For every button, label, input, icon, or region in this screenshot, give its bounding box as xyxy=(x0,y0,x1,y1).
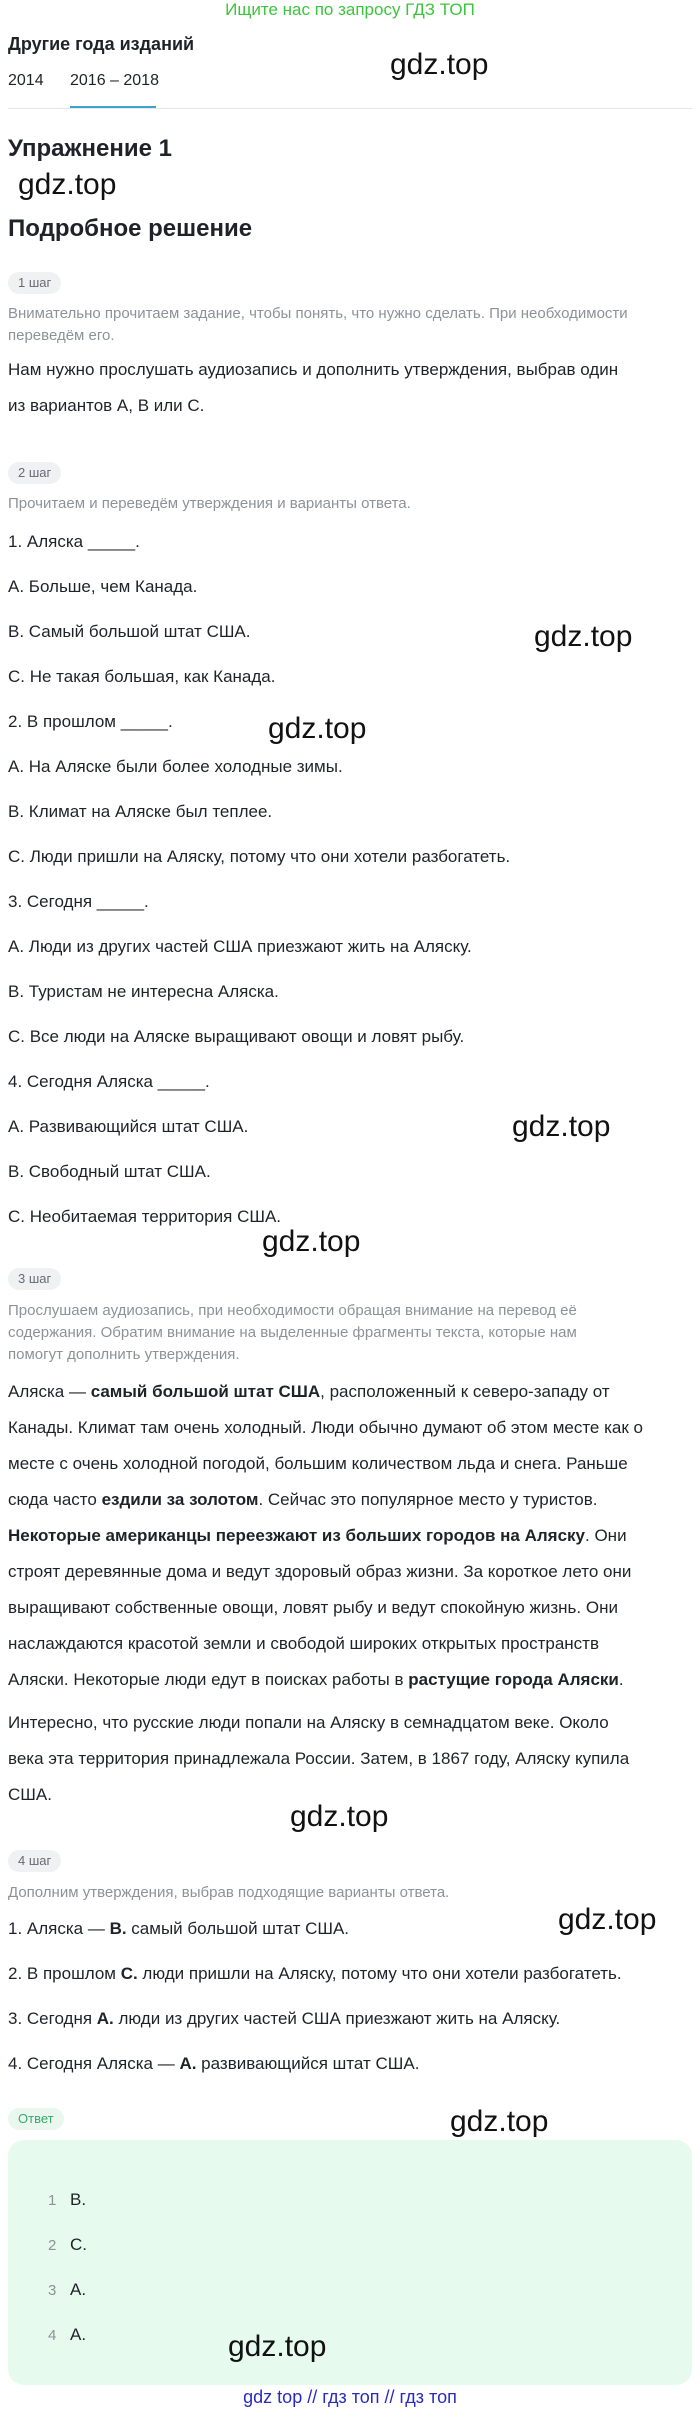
paragraph-line: месте с очень холодной погодой, большим количеством льда и снега. Раньше xyxy=(8,1454,628,1473)
step-2-hint: Прочитаем и переведём утверждения и варианты ответа. xyxy=(8,495,411,512)
highlight: ездили за золотом xyxy=(101,1490,259,1509)
step-3-paragraph-1 xyxy=(8,1374,698,1698)
step-2-line: 3. Сегодня _____. xyxy=(8,892,149,911)
text-fragment: люди пришли на Аляску, потому что они хотели разбогатеть. xyxy=(137,1964,622,1983)
text-fragment: люди из других частей США приезжают жить на Аляску. xyxy=(113,2009,561,2028)
answer-box xyxy=(8,2140,692,2385)
highlight: A. xyxy=(96,2009,114,2028)
watermark: gdz.top xyxy=(290,1800,389,1833)
step-2-label: 2 шаг xyxy=(8,462,61,484)
watermark: gdz.top xyxy=(534,620,633,653)
text-fragment: . Они xyxy=(585,1526,627,1545)
watermark: gdz.top xyxy=(390,48,489,81)
paragraph-line xyxy=(8,1374,698,1410)
paragraph-line xyxy=(8,1662,698,1698)
step-2-line: 2. В прошлом _____. xyxy=(8,712,173,731)
step-2-line: B. Свободный штат США. xyxy=(8,1162,211,1181)
step-3-hint-line: помогут дополнить утверждения. xyxy=(8,1346,240,1363)
step-2-line: B. Туристам не интересна Аляска. xyxy=(8,982,279,1001)
text-fragment: , расположенный к северо-западу от xyxy=(320,1382,610,1401)
paragraph-line: века эта территория принадлежала России. Затем, в 1867 году, Аляску купила xyxy=(8,1749,630,1768)
step-1-text-line: Нам нужно прослушать аудиозапись и дополнить утверждения, выбрав один xyxy=(8,360,619,379)
paragraph-line xyxy=(8,1482,698,1518)
watermark: gdz.top xyxy=(450,2105,549,2138)
step-2-line: C. Люди пришли на Аляску, потому что они хотели разбогатеть. xyxy=(8,847,511,866)
answer-value: B. xyxy=(70,2190,87,2209)
highlight: Некоторые американцы переезжают из больших городов на Аляску xyxy=(8,1526,586,1545)
highlight: C. xyxy=(120,1964,138,1983)
other-years-title: Другие года изданий xyxy=(8,34,195,54)
paragraph-line: выращивают собственные овощи, ловят рыбу и ведут спокойную жизнь. Они xyxy=(8,1598,618,1617)
solution-title: Подробное решение xyxy=(8,215,253,242)
text-fragment: Аляски. Некоторые люди едут в поисках работы в xyxy=(8,1670,409,1689)
step-2-line: C. Необитаемая территория США. xyxy=(8,1207,282,1226)
highlight: самый большой штат США xyxy=(90,1382,321,1401)
text-fragment: самый большой штат США. xyxy=(126,1919,350,1938)
top-banner[interactable]: Ищите нас по запросу ГДЗ ТОП xyxy=(225,0,475,19)
text-fragment: развивающийся штат США. xyxy=(196,2054,420,2073)
step-2-line: A. Развивающийся штат США. xyxy=(8,1117,249,1136)
paragraph-line: строят деревянные дома и ведут здоровый образ жизни. За короткое лето они xyxy=(8,1562,632,1581)
paragraph-line: Интересно, что русские люди попали на Аляску в семнадцатом веке. Около xyxy=(8,1713,609,1732)
step-2-line: B. Самый большой штат США. xyxy=(8,622,251,641)
answer-number: 3 xyxy=(48,2282,57,2299)
paragraph-line: Канады. Климат там очень холодный. Люди обычно думают об этом месте как о xyxy=(8,1418,643,1437)
text-fragment: . xyxy=(618,1670,624,1689)
answer-label: Ответ xyxy=(8,2108,64,2130)
paragraph-line: наслаждаются красотой земли и свободой широких открытых пространств xyxy=(8,1634,599,1653)
step-1-hint-line: Внимательно прочитаем задание, чтобы понять, что нужно сделать. При необходимости xyxy=(8,305,628,322)
text-fragment: 1. Аляска — xyxy=(8,1919,110,1938)
step-2-line: A. На Аляске были более холодные зимы. xyxy=(8,757,343,776)
step-3-hint-line: Прослушаем аудиозапись, при необходимости обращая внимание на перевод её xyxy=(8,1302,577,1319)
step-4-line xyxy=(8,1962,622,1986)
exercise-title: Упражнение 1 xyxy=(8,135,172,162)
highlight: растущие города Аляски xyxy=(408,1670,619,1689)
step-2-line: C. Все люди на Аляске выращивают овощи и ловят рыбу. xyxy=(8,1027,465,1046)
step-2-line: B. Климат на Аляске был теплее. xyxy=(8,802,273,821)
text-fragment: Аляска — xyxy=(8,1382,91,1401)
footer-links[interactable]: gdz top // гдз топ // гдз топ xyxy=(243,2387,457,2407)
paragraph-line: США. xyxy=(8,1785,52,1804)
text-fragment: 4. Сегодня Аляска — xyxy=(8,2054,180,2073)
answer-number: 4 xyxy=(48,2327,57,2344)
step-1-hint-line: переведём его. xyxy=(8,327,115,344)
step-4-line xyxy=(8,2052,419,2076)
answer-value: A. xyxy=(70,2280,87,2299)
step-4-hint: Дополним утверждения, выбрав подходящие варианты ответа. xyxy=(8,1884,450,1901)
step-4-label: 4 шаг xyxy=(8,1850,61,1872)
step-2-line: C. Не такая большая, как Канада. xyxy=(8,667,276,686)
answer-number: 2 xyxy=(48,2237,57,2254)
highlight: A. xyxy=(179,2054,197,2073)
answer-value: C. xyxy=(70,2235,87,2254)
step-2-line: 1. Аляска _____. xyxy=(8,532,140,551)
text-fragment: сюда часто xyxy=(8,1490,102,1509)
year-tab-2016-2018[interactable]: 2016 – 2018 xyxy=(70,72,159,89)
step-2-line: 4. Сегодня Аляска _____. xyxy=(8,1072,210,1091)
step-4-line xyxy=(8,2007,560,2031)
watermark: gdz.top xyxy=(18,168,117,201)
watermark: gdz.top xyxy=(262,1225,361,1258)
step-4-line xyxy=(8,1917,349,1941)
text-fragment: . Сейчас это популярное место у туристов. xyxy=(258,1490,598,1509)
answer-number: 1 xyxy=(48,2192,57,2209)
highlight: B. xyxy=(109,1919,127,1938)
step-1-text-line: из вариантов A, B или C. xyxy=(8,396,205,415)
answer-value: A. xyxy=(70,2325,87,2344)
step-2-line: A. Больше, чем Канада. xyxy=(8,577,198,596)
step-3-label: 3 шаг xyxy=(8,1268,61,1290)
watermark: gdz.top xyxy=(558,1903,657,1936)
year-tab-2014[interactable]: 2014 xyxy=(8,72,44,89)
step-3-paragraph-2 xyxy=(8,1705,698,1813)
watermark: gdz.top xyxy=(512,1110,611,1143)
step-3-hint-line: содержания. Обратим внимание на выделенные фрагменты текста, которые нам xyxy=(8,1324,577,1341)
paragraph-line xyxy=(8,1518,698,1554)
divider xyxy=(8,108,692,109)
text-fragment: 3. Сегодня xyxy=(8,2009,97,2028)
watermark: gdz.top xyxy=(228,2330,327,2363)
text-fragment: 2. В прошлом xyxy=(8,1964,121,1983)
step-1-label: 1 шаг xyxy=(8,272,61,294)
step-2-line: A. Люди из других частей США приезжают жить на Аляску. xyxy=(8,937,472,956)
watermark: gdz.top xyxy=(268,712,367,745)
